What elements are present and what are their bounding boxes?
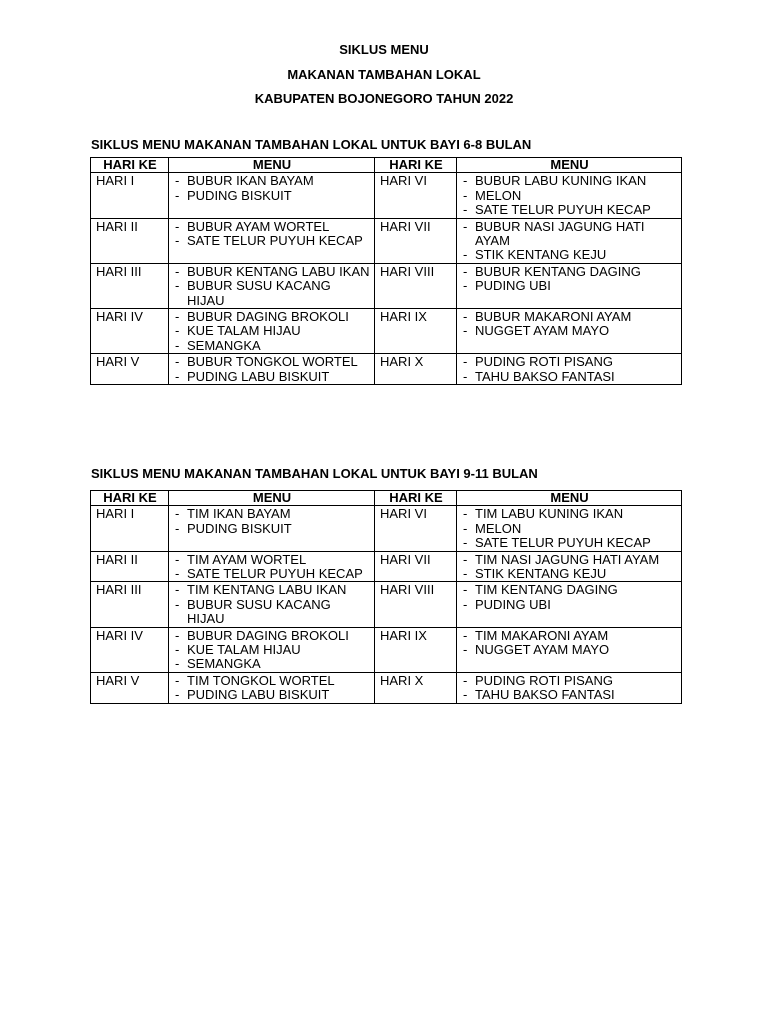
menu-cell (457, 173, 682, 218)
menu-item: - TIM NASI JAGUNG HATI AYAM (462, 553, 677, 567)
menu-item-list (462, 629, 677, 658)
day-cell: HARI IX (375, 627, 457, 672)
menu-item: - BUBUR TONGKOL WORTEL (174, 355, 370, 369)
menu-cell (169, 627, 375, 672)
menu-cell (457, 354, 682, 385)
menu-item: - MELON (462, 522, 677, 536)
menu-item: - SATE TELUR PUYUH KECAP (174, 567, 370, 581)
menu-cell (457, 582, 682, 627)
menu-cell (169, 506, 375, 551)
menu-item: - BUBUR DAGING BROKOLI (174, 629, 370, 643)
menu-item-list (174, 265, 370, 308)
day-cell: HARI I (91, 173, 169, 218)
menu-item-list (462, 553, 677, 582)
menu-item-list (174, 507, 370, 536)
menu-cell (457, 263, 682, 308)
day-cell: HARI II (91, 218, 169, 263)
day-cell: HARI VIII (375, 582, 457, 627)
menu-cell (457, 506, 682, 551)
day-cell: HARI X (375, 354, 457, 385)
menu-cell (169, 551, 375, 582)
menu-item: - PUDING UBI (462, 279, 677, 293)
menu-item: - MELON (462, 189, 677, 203)
menu-item: - BUBUR KENTANG LABU IKAN (174, 265, 370, 279)
header-hari-ke: HARI KE (375, 158, 457, 173)
menu-item: - TAHU BAKSO FANTASI (462, 370, 677, 384)
menu-item: - PUDING BISKUIT (174, 522, 370, 536)
menu-item: - BUBUR IKAN BAYAM (174, 174, 370, 188)
menu-cell (169, 309, 375, 354)
header-menu: MENU (457, 491, 682, 506)
menu-item-list (174, 355, 370, 384)
menu-item-list (462, 220, 677, 263)
menu-item-list (174, 220, 370, 249)
table-row (91, 354, 682, 385)
doc-title-line2: MAKANAN TAMBAHAN LOKAL (287, 67, 481, 82)
menu-item: - SEMANGKA (174, 657, 370, 671)
doc-title-line1: SIKLUS MENU (339, 42, 429, 57)
day-cell: HARI IX (375, 309, 457, 354)
menu-item: - PUDING ROTI PISANG (462, 674, 677, 688)
section-title-6-8: SIKLUS MENU MAKANAN TAMBAHAN LOKAL UNTUK BAYI 6-8 BULAN (91, 137, 532, 152)
day-cell: HARI IV (91, 627, 169, 672)
menu-table-9-11 (90, 490, 682, 704)
menu-cell (457, 672, 682, 703)
menu-item-list (462, 310, 677, 339)
header-menu: MENU (457, 158, 682, 173)
menu-item: - TIM MAKARONI AYAM (462, 629, 677, 643)
menu-item: - BUBUR SUSU KACANG HIJAU (174, 279, 370, 308)
day-cell: HARI VI (375, 173, 457, 218)
menu-cell (169, 672, 375, 703)
menu-item-list (174, 674, 370, 703)
menu-item: - SATE TELUR PUYUH KECAP (174, 234, 370, 248)
menu-item: - PUDING ROTI PISANG (462, 355, 677, 369)
menu-item: - SATE TELUR PUYUH KECAP (462, 536, 677, 550)
menu-item-list (174, 629, 370, 672)
menu-item: - PUDING UBI (462, 598, 677, 612)
menu-item: - BUBUR NASI JAGUNG HATI AYAM (462, 220, 677, 249)
menu-item: - BUBUR SUSU KACANG HIJAU (174, 598, 370, 627)
menu-table-6-8 (90, 157, 682, 385)
doc-title-line3: KABUPATEN BOJONEGORO TAHUN 2022 (254, 91, 514, 106)
menu-cell (457, 627, 682, 672)
table-row (91, 582, 682, 627)
day-cell: HARI IV (91, 309, 169, 354)
menu-item: - TIM IKAN BAYAM (174, 507, 370, 521)
day-cell: HARI V (91, 354, 169, 385)
menu-item: - TIM LABU KUNING IKAN (462, 507, 677, 521)
table-header-row (91, 158, 682, 173)
menu-item-list (462, 174, 677, 217)
menu-item: - PUDING LABU BISKUIT (174, 370, 370, 384)
header-hari-ke: HARI KE (91, 491, 169, 506)
day-cell: HARI VII (375, 218, 457, 263)
day-cell: HARI X (375, 672, 457, 703)
menu-item-list (174, 553, 370, 582)
menu-item: - BUBUR DAGING BROKOLI (174, 310, 370, 324)
day-cell: HARI VII (375, 551, 457, 582)
header-menu: MENU (169, 158, 375, 173)
menu-cell (169, 354, 375, 385)
menu-cell (169, 218, 375, 263)
menu-cell (169, 173, 375, 218)
menu-item: - STIK KENTANG KEJU (462, 567, 677, 581)
table-header-row (91, 491, 682, 506)
day-cell: HARI II (91, 551, 169, 582)
menu-item: - BUBUR KENTANG DAGING (462, 265, 677, 279)
menu-item: - TIM KENTANG LABU IKAN (174, 583, 370, 597)
header-hari-ke: HARI KE (91, 158, 169, 173)
menu-item: - TIM AYAM WORTEL (174, 553, 370, 567)
table-row (91, 173, 682, 218)
day-cell: HARI III (91, 582, 169, 627)
menu-item: - TIM TONGKOL WORTEL (174, 674, 370, 688)
menu-cell (169, 263, 375, 308)
day-cell: HARI VIII (375, 263, 457, 308)
menu-cell (457, 218, 682, 263)
menu-item: - KUE TALAM HIJAU (174, 324, 370, 338)
day-cell: HARI III (91, 263, 169, 308)
menu-cell (457, 309, 682, 354)
menu-item: - BUBUR AYAM WORTEL (174, 220, 370, 234)
section-title-9-11: SIKLUS MENU MAKANAN TAMBAHAN LOKAL UNTUK BAYI 9-11 BULAN (91, 466, 538, 481)
menu-item: - PUDING LABU BISKUIT (174, 688, 370, 702)
menu-cell (169, 582, 375, 627)
table-row (91, 672, 682, 703)
menu-item-list (174, 310, 370, 353)
menu-item-list (462, 583, 677, 612)
menu-item: - BUBUR LABU KUNING IKAN (462, 174, 677, 188)
menu-item-list (174, 174, 370, 203)
menu-item: - TAHU BAKSO FANTASI (462, 688, 677, 702)
menu-item-list (462, 507, 677, 550)
menu-item-list (462, 674, 677, 703)
menu-item: - NUGGET AYAM MAYO (462, 324, 677, 338)
menu-cell (457, 551, 682, 582)
menu-item: - SATE TELUR PUYUH KECAP (462, 203, 677, 217)
menu-item: - KUE TALAM HIJAU (174, 643, 370, 657)
menu-item-list (462, 355, 677, 384)
menu-item: - TIM KENTANG DAGING (462, 583, 677, 597)
day-cell: HARI VI (375, 506, 457, 551)
table-row (91, 309, 682, 354)
day-cell: HARI I (91, 506, 169, 551)
table-row (91, 506, 682, 551)
day-cell: HARI V (91, 672, 169, 703)
menu-item: - BUBUR MAKARONI AYAM (462, 310, 677, 324)
menu-item: - NUGGET AYAM MAYO (462, 643, 677, 657)
table-row (91, 263, 682, 308)
header-hari-ke: HARI KE (375, 491, 457, 506)
menu-item: - PUDING BISKUIT (174, 189, 370, 203)
menu-item-list (174, 583, 370, 626)
menu-item: - STIK KENTANG KEJU (462, 248, 677, 262)
table-row (91, 218, 682, 263)
table-row (91, 627, 682, 672)
menu-item-list (462, 265, 677, 294)
table-row (91, 551, 682, 582)
header-menu: MENU (169, 491, 375, 506)
menu-item: - SEMANGKA (174, 339, 370, 353)
